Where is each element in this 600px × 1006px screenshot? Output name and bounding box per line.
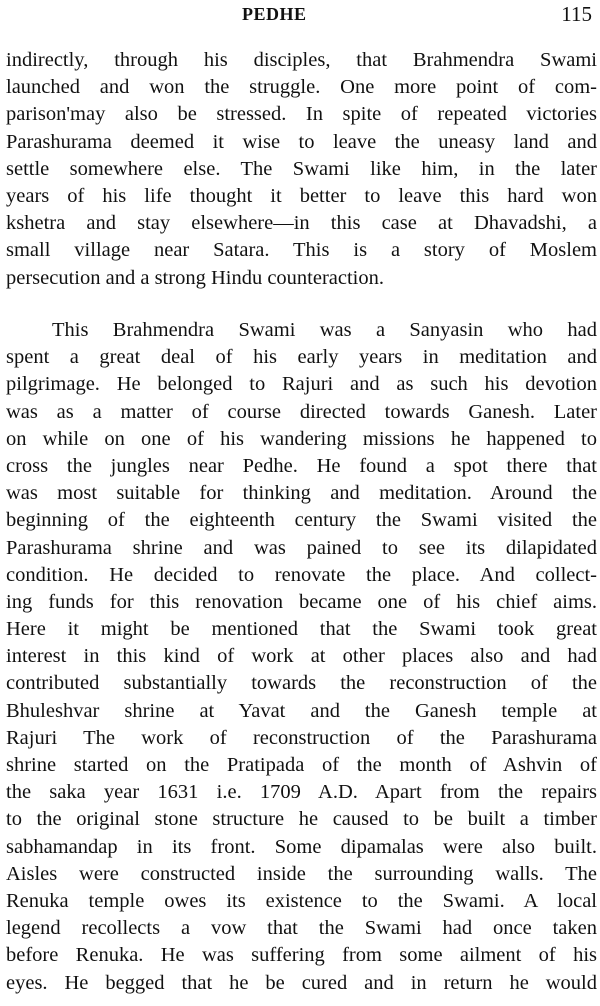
text-line: the saka year 1631 i.e. 1709 A.D. Apart from the repairs (6, 781, 597, 804)
text-line: launched and won the struggle. One more point of com- (6, 76, 597, 99)
text-line: Parashurama shrine and was pained to see its dilapidated (6, 536, 597, 559)
text-line: sabhamandap in its front. Some dipamalas were also built. (6, 835, 597, 858)
text-line: to the original stone structure he caused to be built a timber (6, 808, 597, 831)
text-line: kshetra and stay elsewhere—in this case at Dhavadshi, a (6, 212, 597, 235)
text-line: contributed substantially towards the reconstruction of the (6, 672, 597, 695)
page-number: 115 (561, 2, 592, 26)
text-line: Renuka temple owes its existence to the Swami. A local (6, 889, 597, 912)
text-line: indirectly, through his disciples, that Brahmendra Swami (6, 49, 597, 71)
text-line: Bhuleshvar shrine at Yavat and the Ganesh temple at (6, 699, 597, 722)
text-line: shrine started on the Pratipada of the month of Ashvin of (6, 754, 597, 776)
text-line: spent a great deal of his early years in meditation and (6, 346, 597, 369)
text-line: was most suitable for thinking and meditation. Around the (6, 482, 597, 505)
text-line: eyes. He begged that he be cured and in return he would (6, 971, 597, 994)
running-head: PEDHE (242, 4, 307, 24)
text-line: small village near Satara. This is a story of Moslem (6, 239, 597, 262)
text-line: settle somewhere else. The Swami like him, in the later (6, 157, 597, 180)
text-line: interest in this kind of work at other places also and had (6, 645, 597, 668)
paragraph-1 (6, 47, 597, 292)
text-line: parison'may also be stressed. In spite of repeated victories (6, 103, 597, 126)
text-line: was as a matter of course directed towards Ganesh. Later (6, 400, 597, 423)
text-line: before Renuka. He was suffering from some ailment of his (6, 944, 597, 967)
page-header (0, 0, 600, 40)
text-line: pilgrimage. He belonged to Rajuri and as such his devotion (6, 373, 597, 396)
text-line: Parashurama deemed it wise to leave the uneasy land and (6, 130, 597, 153)
text-line: condition. He decided to renovate the place. And collect- (6, 563, 597, 586)
text-line: ing funds for this renovation became one of his chief aims. (6, 590, 597, 613)
text-line: Rajuri The work of reconstruction of the Parashurama (6, 726, 597, 749)
text-line: years of his life thought it better to leave this hard won (6, 184, 597, 207)
text-line: Aisles were constructed inside the surrounding walls. The (6, 862, 597, 885)
text-line: This Brahmendra Swami was a Sanyasin who had (52, 319, 597, 341)
text-line: on while on one of his wandering missions he happened to (6, 427, 597, 450)
text-line: persecution and a strong Hindu counteraction. (6, 266, 384, 289)
text-line: beginning of the eighteenth century the Swami visited the (6, 509, 597, 532)
text-line: legend recollects a vow that the Swami had once taken (6, 917, 597, 940)
text-line: Here it might be mentioned that the Swami took great (6, 618, 597, 641)
text-line: cross the jungles near Pedhe. He found a spot there that (6, 454, 597, 477)
paragraph-2 (6, 317, 597, 997)
